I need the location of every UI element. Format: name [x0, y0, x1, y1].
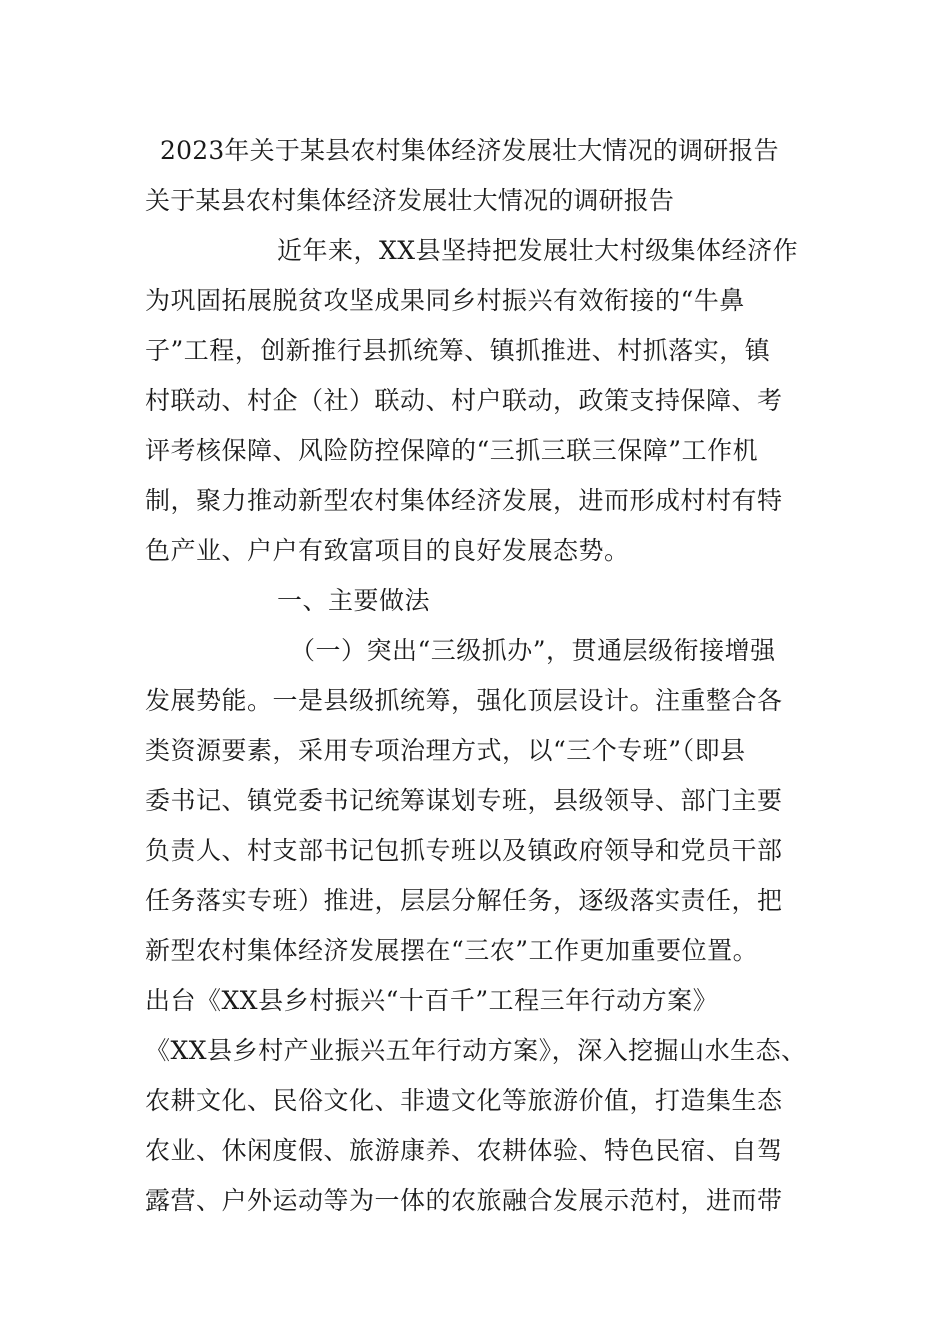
body-line: 委书记、镇党委书记统筹谋划专班，县级领导、部门主要	[145, 786, 783, 815]
body-line: 制，聚力推动新型农村集体经济发展，进而形成村村有特	[145, 486, 783, 515]
body-line: 《XX县乡村产业振兴五年行动方案》，深入挖掘山水生态、	[145, 1036, 807, 1065]
body-line: 村联动、村企（社）联动、村户联动，政策支持保障、考	[145, 386, 783, 415]
body-line: 发展势能。一是县级抓统筹，强化顶层设计。注重整合各	[145, 686, 783, 715]
document-title: 2023年关于某县农村集体经济发展壮大情况的调研报告	[160, 136, 779, 165]
body-line: 类资源要素，采用专项治理方式，以“三个专班”（即县	[145, 736, 746, 765]
body-line: 负责人、村支部书记包抓专班以及镇政府领导和党员干部	[145, 836, 783, 865]
subsection-heading: （一）突出“三级抓办”，贯通层级衔接增强	[290, 636, 776, 665]
body-line: 出台《XX县乡村振兴“十百千”工程三年行动方案》	[145, 986, 719, 1015]
body-line: 子”工程，创新推行县抓统筹、镇抓推进、村抓落实，镇	[145, 336, 771, 365]
body-line: 农业、休闲度假、旅游康养、农耕体验、特色民宿、自驾	[145, 1136, 783, 1165]
body-line: 评考核保障、风险防控保障的“三抓三联三保障”工作机	[145, 436, 759, 465]
body-line: 色产业、户户有致富项目的良好发展态势。	[145, 536, 630, 565]
body-line: 新型农村集体经济发展摆在“三农”工作更加重要位置。	[145, 936, 759, 965]
body-line: 露营、户外运动等为一体的农旅融合发展示范村，进而带	[145, 1186, 783, 1215]
document-subtitle: 关于某县农村集体经济发展壮大情况的调研报告	[145, 186, 675, 215]
body-line: 近年来，XX县坚持把发展壮大村级集体经济作	[277, 236, 799, 265]
body-line: 任务落实专班）推进，层层分解任务，逐级落实责任，把	[145, 886, 783, 915]
body-line: 农耕文化、民俗文化、非遗文化等旅游价值，打造集生态	[145, 1086, 783, 1115]
section-heading: 一、主要做法	[277, 586, 431, 615]
body-line: 为巩固拓展脱贫攻坚成果同乡村振兴有效衔接的“牛鼻	[145, 286, 745, 315]
